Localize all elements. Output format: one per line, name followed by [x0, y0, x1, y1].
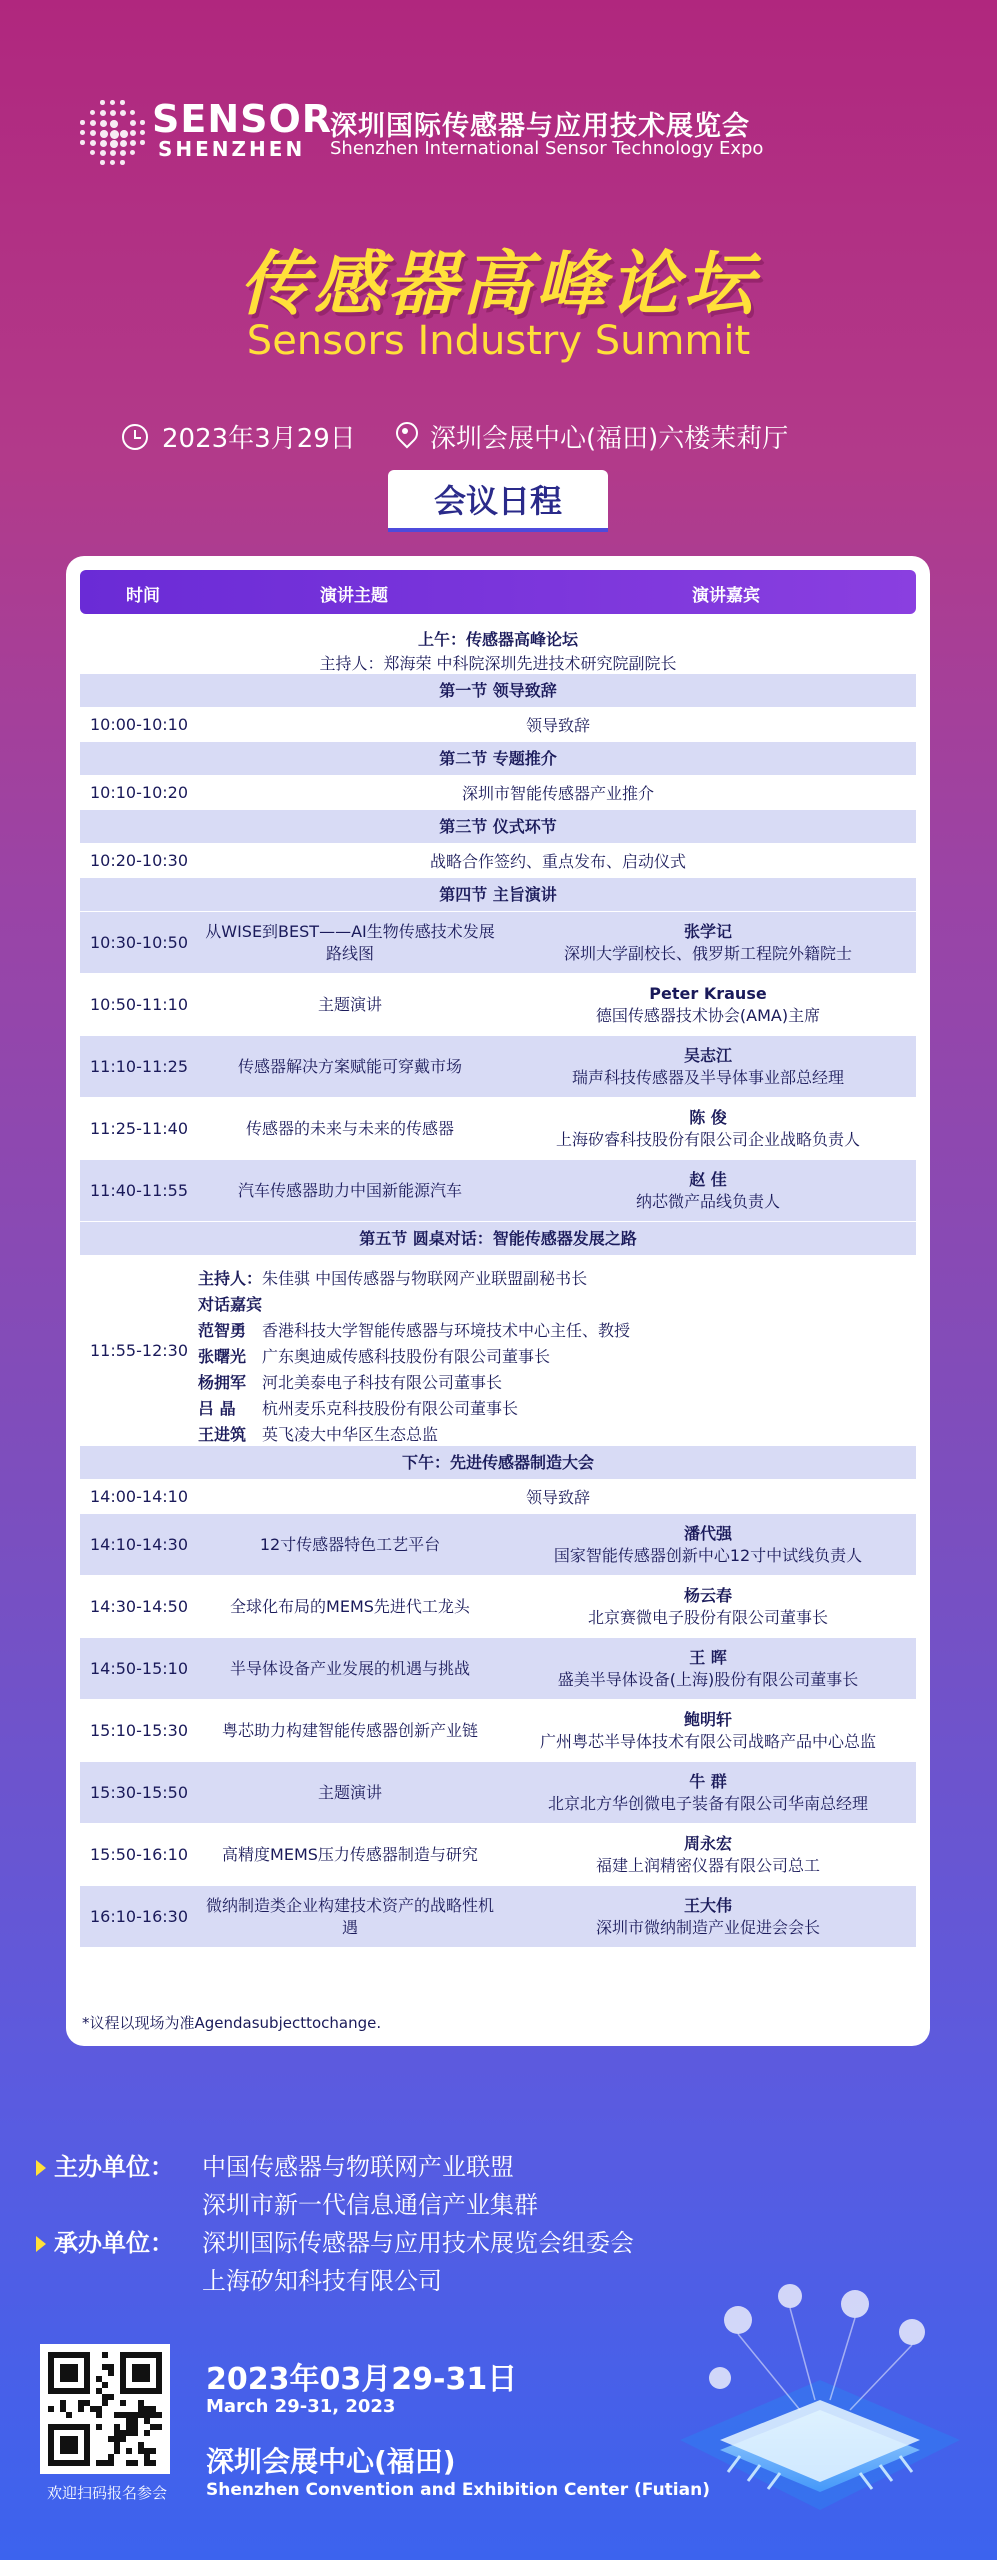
talk-speaker	[500, 1098, 916, 1159]
expo-venue: 深圳会展中心(福田)	[206, 2445, 456, 2478]
host-label: 主办单位：	[54, 2153, 174, 2181]
row-content: 领导致辞	[525, 1488, 590, 1507]
speaker-name: 吴志江	[683, 1045, 732, 1065]
organizer-row-1	[36, 2224, 634, 2262]
agenda-card	[66, 556, 930, 2046]
talk-time: 15:10-15:30	[90, 1721, 188, 1740]
guest-org: 杭州麦乐克科技股份有限公司董事长	[262, 1399, 519, 1418]
guest-org: 香港科技大学智能传感器与环境技术中心主任、教授	[262, 1321, 631, 1340]
arrow-right-icon	[36, 2160, 46, 2176]
organizer-row-2	[36, 2262, 634, 2300]
location-pin-icon	[394, 422, 418, 452]
header-time: 时间	[126, 586, 160, 606]
speaker-org: 纳芯微产品线负责人	[635, 1191, 780, 1211]
talk-time: 14:30-14:50	[90, 1597, 188, 1616]
morning-banner	[80, 618, 916, 674]
guest-name: 杨拥军	[198, 1373, 247, 1392]
section-3-title: 第三节 仪式环节	[80, 810, 916, 844]
talk-topic: 全球化布局的MEMS先进代工龙头	[230, 1596, 470, 1616]
talk-topic: 粤芯助力构建智能传感器创新产业链	[221, 1720, 478, 1740]
speaker-org: 福建上润精密仪器有限公司总工	[595, 1855, 820, 1875]
talk-time: 15:30-15:50	[90, 1783, 188, 1802]
talk-speaker	[500, 974, 916, 1035]
talk-row	[80, 1824, 916, 1886]
talk-topic: 传感器解决方案赋能可穿戴市场	[237, 1056, 462, 1076]
roundtable-guest	[198, 1370, 630, 1396]
guest-org: 英飞凌大中华区生态总监	[262, 1425, 439, 1444]
qr-code-icon	[48, 2352, 162, 2466]
talk-speaker	[500, 1886, 916, 1947]
roundtable-host	[198, 1266, 630, 1292]
expo-name-cn: 深圳国际传感器与应用技术展览会	[330, 111, 750, 142]
roundtable-host-label: 主持人：	[198, 1269, 263, 1288]
summit-title-en: Sensors Industry Summit	[246, 318, 751, 364]
row-content: 战略合作签约、重点发布、启动仪式	[429, 852, 686, 871]
expo-logo	[66, 82, 332, 178]
talk-speaker	[500, 1638, 916, 1699]
speaker-org: 深圳市微纳制造产业促进会会长	[595, 1917, 820, 1937]
talk-time: 16:10-16:30	[90, 1907, 188, 1926]
talk-topic: 主题演讲	[317, 1782, 382, 1802]
talk-speaker	[500, 912, 916, 973]
table-row	[80, 1480, 916, 1514]
talk-time: 11:40-11:55	[90, 1181, 188, 1200]
roundtable-host-text: 朱佳骐 中国传感器与物联网产业联盟副秘书长	[262, 1269, 588, 1288]
afternoon-title: 下午：先进传感器制造大会	[80, 1446, 916, 1480]
logo-wordmark	[152, 97, 333, 161]
talk-row	[80, 974, 916, 1036]
speaker-name: 牛 群	[689, 1771, 727, 1791]
roundtable-guest	[198, 1344, 630, 1370]
row-time: 14:00-14:10	[90, 1487, 188, 1506]
speaker-org: 上海矽睿科技股份有限公司企业战略负责人	[555, 1129, 860, 1149]
row-time: 10:20-10:30	[90, 851, 188, 870]
roundtable-lines	[198, 1266, 630, 1448]
talk-row	[80, 912, 916, 974]
talk-time: 10:30-10:50	[90, 933, 188, 952]
speaker-name: Peter Krause	[649, 983, 767, 1003]
talk-speaker	[500, 1576, 916, 1637]
roundtable-guests	[198, 1318, 630, 1448]
guest-name: 张曙光	[198, 1347, 247, 1366]
logo-city-text: SHENZHEN	[158, 137, 306, 161]
host-org: 中国传感器与物联网产业联盟	[202, 2153, 514, 2181]
talk-time: 10:50-11:10	[90, 995, 188, 1014]
host-row-2	[36, 2186, 634, 2224]
agenda-rows	[80, 618, 916, 1948]
summit-title-cn: 传感器高峰论坛	[239, 243, 758, 325]
guests-label-text: 对话嘉宾	[198, 1295, 263, 1314]
agenda-note: *议程以现场为准Agendasubjecttochange.	[82, 2014, 382, 2032]
talk-row	[80, 1762, 916, 1824]
talk-speaker	[500, 1762, 916, 1823]
speaker-org: 瑞声科技传感器及半导体事业部总经理	[571, 1067, 844, 1087]
guest-name: 王进筑	[198, 1425, 247, 1444]
expo-name-en: Shenzhen International Sensor Technology Expo	[330, 138, 764, 159]
arrow-right-icon	[36, 2236, 46, 2252]
logo-dot-sphere-icon	[66, 82, 148, 178]
talk-time: 11:25-11:40	[90, 1119, 188, 1138]
guest-name: 范智勇	[198, 1321, 247, 1340]
event-date-text: 2023年3月29日	[162, 424, 356, 454]
talk-row	[80, 1160, 916, 1222]
section-2-title: 第二节 专题推介	[80, 742, 916, 776]
event-date	[122, 418, 356, 455]
section-4-title: 第四节 主旨演讲	[80, 878, 916, 912]
talk-row	[80, 1638, 916, 1700]
table-row	[80, 708, 916, 742]
speaker-org: 北京北方华创微电子装备有限公司华南总经理	[547, 1793, 868, 1813]
speaker-name: 杨云春	[683, 1585, 732, 1605]
speaker-name: 王大伟	[683, 1895, 732, 1915]
speaker-name: 张学记	[683, 921, 732, 941]
talk-topic: 传感器的未来与未来的传感器	[245, 1118, 454, 1138]
talk-row	[80, 1576, 916, 1638]
speaker-org: 广州粤芯半导体技术有限公司战略产品中心总监	[539, 1731, 876, 1751]
talk-speaker	[500, 1824, 916, 1885]
section-5-title: 第五节 圆桌对话：智能传感器发展之路	[80, 1222, 916, 1256]
chip-illustration-icon	[650, 2260, 990, 2550]
talk-topic: 从WISE到BEST——AI生物传感技术发展路线图	[205, 921, 495, 963]
organizer-org: 上海矽知科技有限公司	[202, 2267, 442, 2295]
talk-topic: 高精度MEMS压力传感器制造与研究	[222, 1844, 478, 1864]
talk-row	[80, 1036, 916, 1098]
talk-topic: 12寸传感器特色工艺平台	[259, 1534, 441, 1554]
registration-qr-code[interactable]	[40, 2344, 170, 2474]
expo-date-en: March 29-31, 2023	[206, 2396, 396, 2417]
speaker-name: 王 晖	[689, 1647, 727, 1667]
talk-topic: 主题演讲	[317, 994, 382, 1014]
row-content: 领导致辞	[525, 716, 590, 735]
organizer-label: 承办单位：	[54, 2229, 174, 2257]
speaker-name: 周永宏	[683, 1833, 732, 1853]
table-row	[80, 776, 916, 810]
event-place-text: 深圳会展中心(福田)六楼茉莉厅	[430, 424, 789, 454]
speaker-org: 国家智能传感器创新中心12寸中试线负责人	[553, 1545, 863, 1565]
qr-caption: 欢迎扫码报名参会	[46, 2484, 167, 2502]
talk-speaker	[500, 1514, 916, 1575]
speaker-org: 盛美半导体设备(上海)股份有限公司董事长	[557, 1669, 859, 1689]
talk-row	[80, 1098, 916, 1160]
talk-row	[80, 1886, 916, 1948]
event-place	[394, 418, 788, 455]
roundtable-guest	[198, 1396, 630, 1422]
header-topic: 演讲主题	[320, 586, 388, 606]
speaker-org: 德国传感器技术协会(AMA)主席	[595, 1005, 821, 1025]
guest-name: 吕 晶	[198, 1399, 236, 1418]
morning-talks	[80, 912, 916, 1222]
talk-speaker	[500, 1160, 916, 1221]
roundtable-row	[80, 1256, 916, 1446]
row-content: 深圳市智能传感器产业推介	[461, 784, 654, 803]
afternoon-talks	[80, 1514, 916, 1948]
expo-venue-en: Shenzhen Convention and Exhibition Center (Futian)	[206, 2480, 710, 2500]
speaker-org: 北京赛微电子股份有限公司董事长	[587, 1607, 828, 1627]
talk-row	[80, 1514, 916, 1576]
guest-org: 广东奥迪威传感科技股份有限公司董事长	[262, 1347, 551, 1366]
talk-time: 14:50-15:10	[90, 1659, 188, 1678]
speaker-name: 陈 俊	[689, 1107, 727, 1127]
talk-row	[80, 1700, 916, 1762]
row-time: 10:10-10:20	[90, 783, 188, 802]
roundtable-guests-label	[198, 1292, 630, 1318]
row-time: 10:00-10:10	[90, 715, 188, 734]
section-1-title: 第一节 领导致辞	[80, 674, 916, 708]
organizer-org: 深圳国际传感器与应用技术展览会组委会	[202, 2229, 634, 2257]
header-speaker: 演讲嘉宾	[692, 586, 760, 606]
speaker-name: 潘代强	[683, 1523, 732, 1543]
speaker-name: 鲍明轩	[683, 1709, 732, 1729]
morning-title: 上午：传感器高峰论坛	[417, 630, 578, 649]
expo-date: 2023年03月29-31日	[206, 2362, 518, 2397]
talk-time: 11:10-11:25	[90, 1057, 188, 1076]
talk-speaker	[500, 1700, 916, 1761]
talk-time: 15:50-16:10	[90, 1845, 188, 1864]
clock-icon	[122, 424, 148, 450]
schedule-heading: 会议日程	[388, 470, 608, 532]
organizers	[36, 2148, 634, 2300]
talk-topic: 半导体设备产业发展的机遇与挑战	[229, 1658, 470, 1678]
speaker-name: 赵 佳	[689, 1169, 727, 1189]
host-row-1	[36, 2148, 634, 2186]
morning-host: 主持人：郑海荣 中科院深圳先进技术研究院副院长	[319, 654, 677, 673]
agenda-table-header	[80, 570, 916, 614]
table-row	[80, 844, 916, 878]
roundtable-guest	[198, 1318, 630, 1344]
talk-speaker	[500, 1036, 916, 1097]
guest-org: 河北美泰电子科技有限公司董事长	[262, 1373, 503, 1392]
speaker-org: 深圳大学副校长、俄罗斯工程院外籍院士	[563, 943, 852, 963]
roundtable-guest	[198, 1422, 630, 1448]
host-org: 深圳市新一代信息通信产业集群	[202, 2191, 538, 2219]
talk-topic: 汽车传感器助力中国新能源汽车	[237, 1180, 462, 1200]
talk-topic: 微纳制造类企业构建技术资产的战略性机遇	[205, 1895, 494, 1937]
row-time: 11:55-12:30	[90, 1341, 188, 1360]
talk-time: 14:10-14:30	[90, 1535, 188, 1554]
logo-sensor-text: SENSOR	[152, 97, 333, 141]
